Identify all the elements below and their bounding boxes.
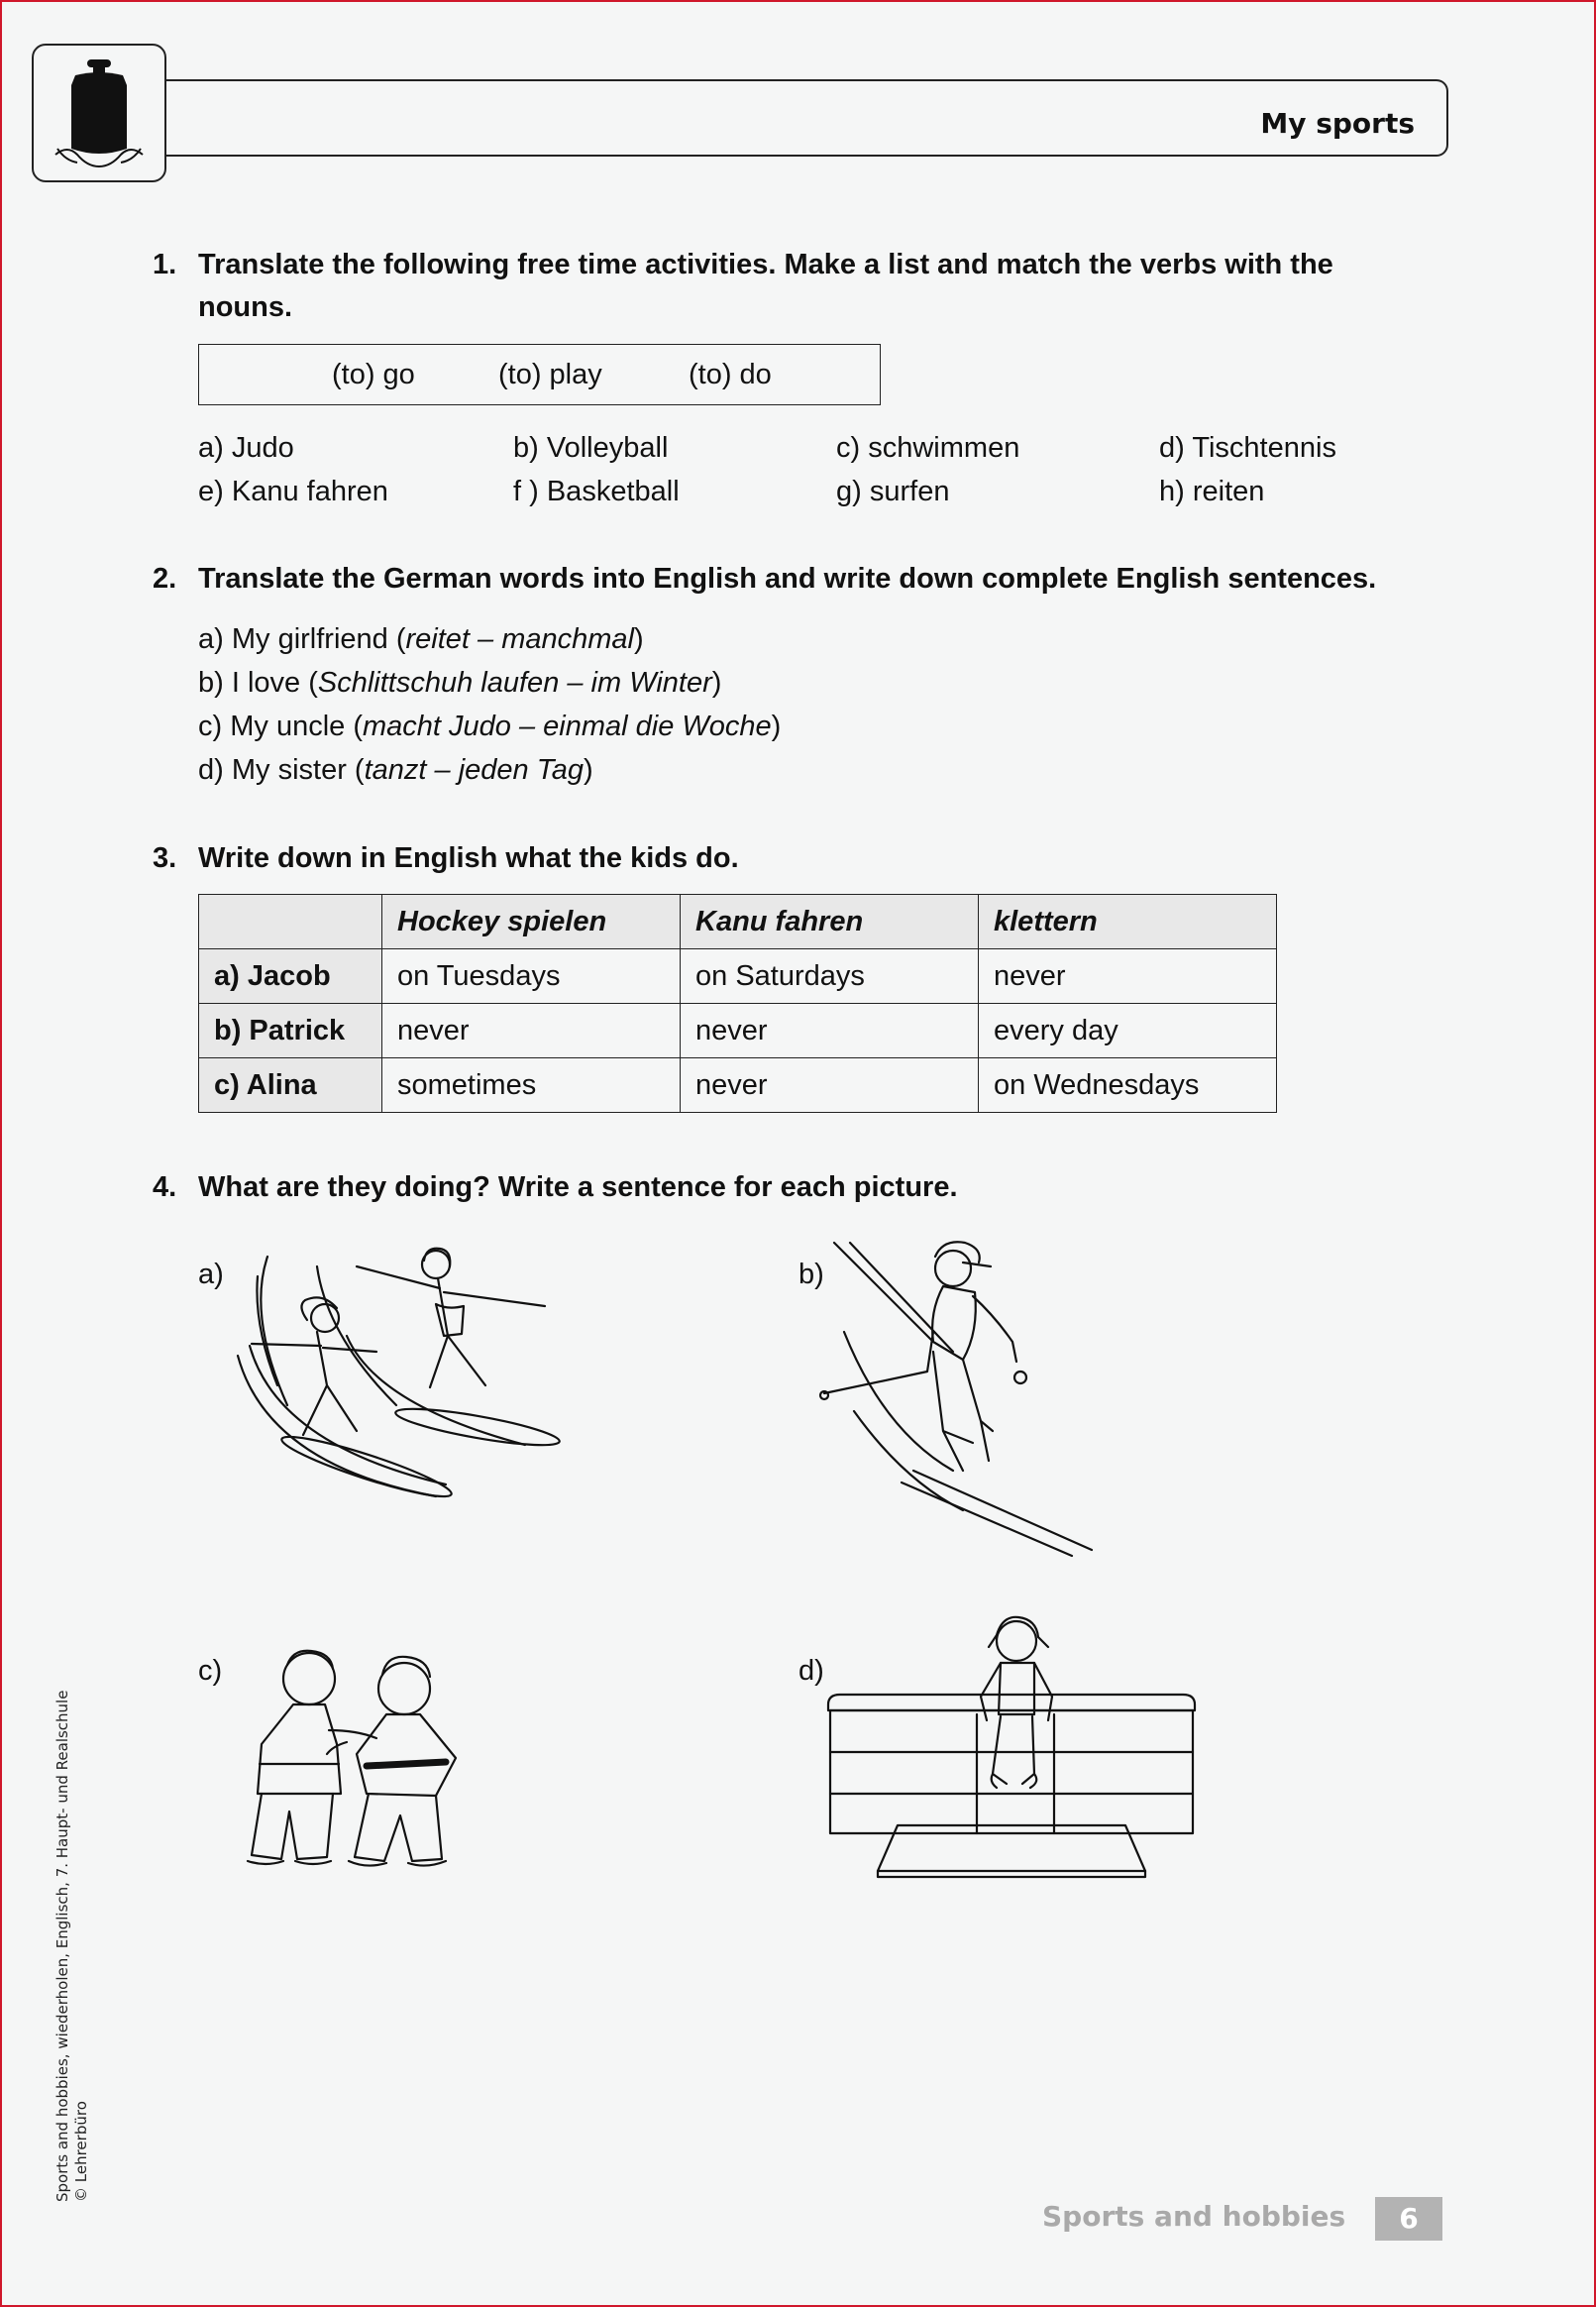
task-text: Translate the German words into English and write down complete English sentences. (198, 563, 1377, 595)
table-header-row (199, 895, 1277, 949)
page-title: My sports (1260, 107, 1415, 140)
kids-table (198, 894, 1277, 1113)
surfers-illustration (228, 1237, 565, 1504)
kid-name: b) Patrick (199, 1004, 382, 1058)
list-item: h) reiten (1159, 476, 1265, 507)
table-cell: never (382, 1004, 681, 1058)
list-item: a) Judo (198, 432, 294, 464)
table-cell: never (681, 1004, 979, 1058)
header-bar (164, 79, 1448, 157)
table-header: klettern (979, 895, 1277, 949)
verb-go: (to) go (332, 359, 415, 390)
verb-box (198, 344, 881, 405)
table-row (199, 949, 1277, 1004)
list-item: c) schwimmen (836, 432, 1020, 464)
vaulting-illustration (818, 1605, 1205, 1881)
list-item: b) Volleyball (513, 432, 669, 464)
judo-illustration (238, 1635, 505, 1873)
table-header (199, 895, 382, 949)
picture-label: a) (198, 1259, 224, 1290)
sidebar-line: Sports and hobbies, wiederholen, Englisch, 7. Haupt- und Realschule (53, 1690, 71, 2202)
task-text-line1: Translate the following free time activities. Make a list and match the verbs with the (198, 249, 1333, 280)
table-cell: never (979, 949, 1277, 1004)
picture-label: b) (798, 1259, 824, 1290)
kid-name: c) Alina (199, 1058, 382, 1113)
task-text-line2: nouns. (198, 291, 293, 323)
list-item: d) Tischtennis (1159, 432, 1336, 464)
sidebar-line: © Lehrerbüro (72, 2101, 90, 2202)
table-row (199, 1058, 1277, 1113)
table-row (199, 1004, 1277, 1058)
table-cell: sometimes (382, 1058, 681, 1113)
task-number: 3. (153, 842, 177, 874)
task-number: 4. (153, 1171, 177, 1203)
sentence-item: c) My uncle (macht Judo – einmal die Woche) (198, 711, 782, 742)
table-header: Hockey spielen (382, 895, 681, 949)
list-item: e) Kanu fahren (198, 476, 388, 507)
list-item: f ) Basketball (513, 476, 680, 507)
table-header: Kanu fahren (681, 895, 979, 949)
kid-name: a) Jacob (199, 949, 382, 1004)
page-number: 6 (1375, 2197, 1442, 2241)
table-cell: every day (979, 1004, 1277, 1058)
table-cell: on Saturdays (681, 949, 979, 1004)
task-number: 1. (153, 249, 177, 280)
list-item: g) surfen (836, 476, 950, 507)
table-cell: never (681, 1058, 979, 1113)
task-text: What are they doing? Write a sentence for each picture. (198, 1171, 958, 1203)
footer-title: Sports and hobbies (1042, 2200, 1346, 2233)
skier-illustration (814, 1233, 1102, 1560)
verb-play: (to) play (498, 359, 602, 390)
sentence-item: d) My sister (tanzt – jeden Tag) (198, 754, 593, 786)
publisher-logo (32, 44, 166, 182)
picture-label: d) (798, 1655, 824, 1687)
sentence-item: b) I love (Schlittschuh laufen – im Winter) (198, 667, 722, 699)
picture-label: c) (198, 1655, 223, 1687)
sentence-item: a) My girlfriend (reitet – manchmal) (198, 623, 644, 655)
table-cell: on Wednesdays (979, 1058, 1277, 1113)
table-cell: on Tuesdays (382, 949, 681, 1004)
verb-do: (to) do (689, 359, 772, 390)
task-number: 2. (153, 563, 177, 595)
task-text: Write down in English what the kids do. (198, 842, 739, 874)
copyright-sidebar (53, 1691, 91, 2202)
